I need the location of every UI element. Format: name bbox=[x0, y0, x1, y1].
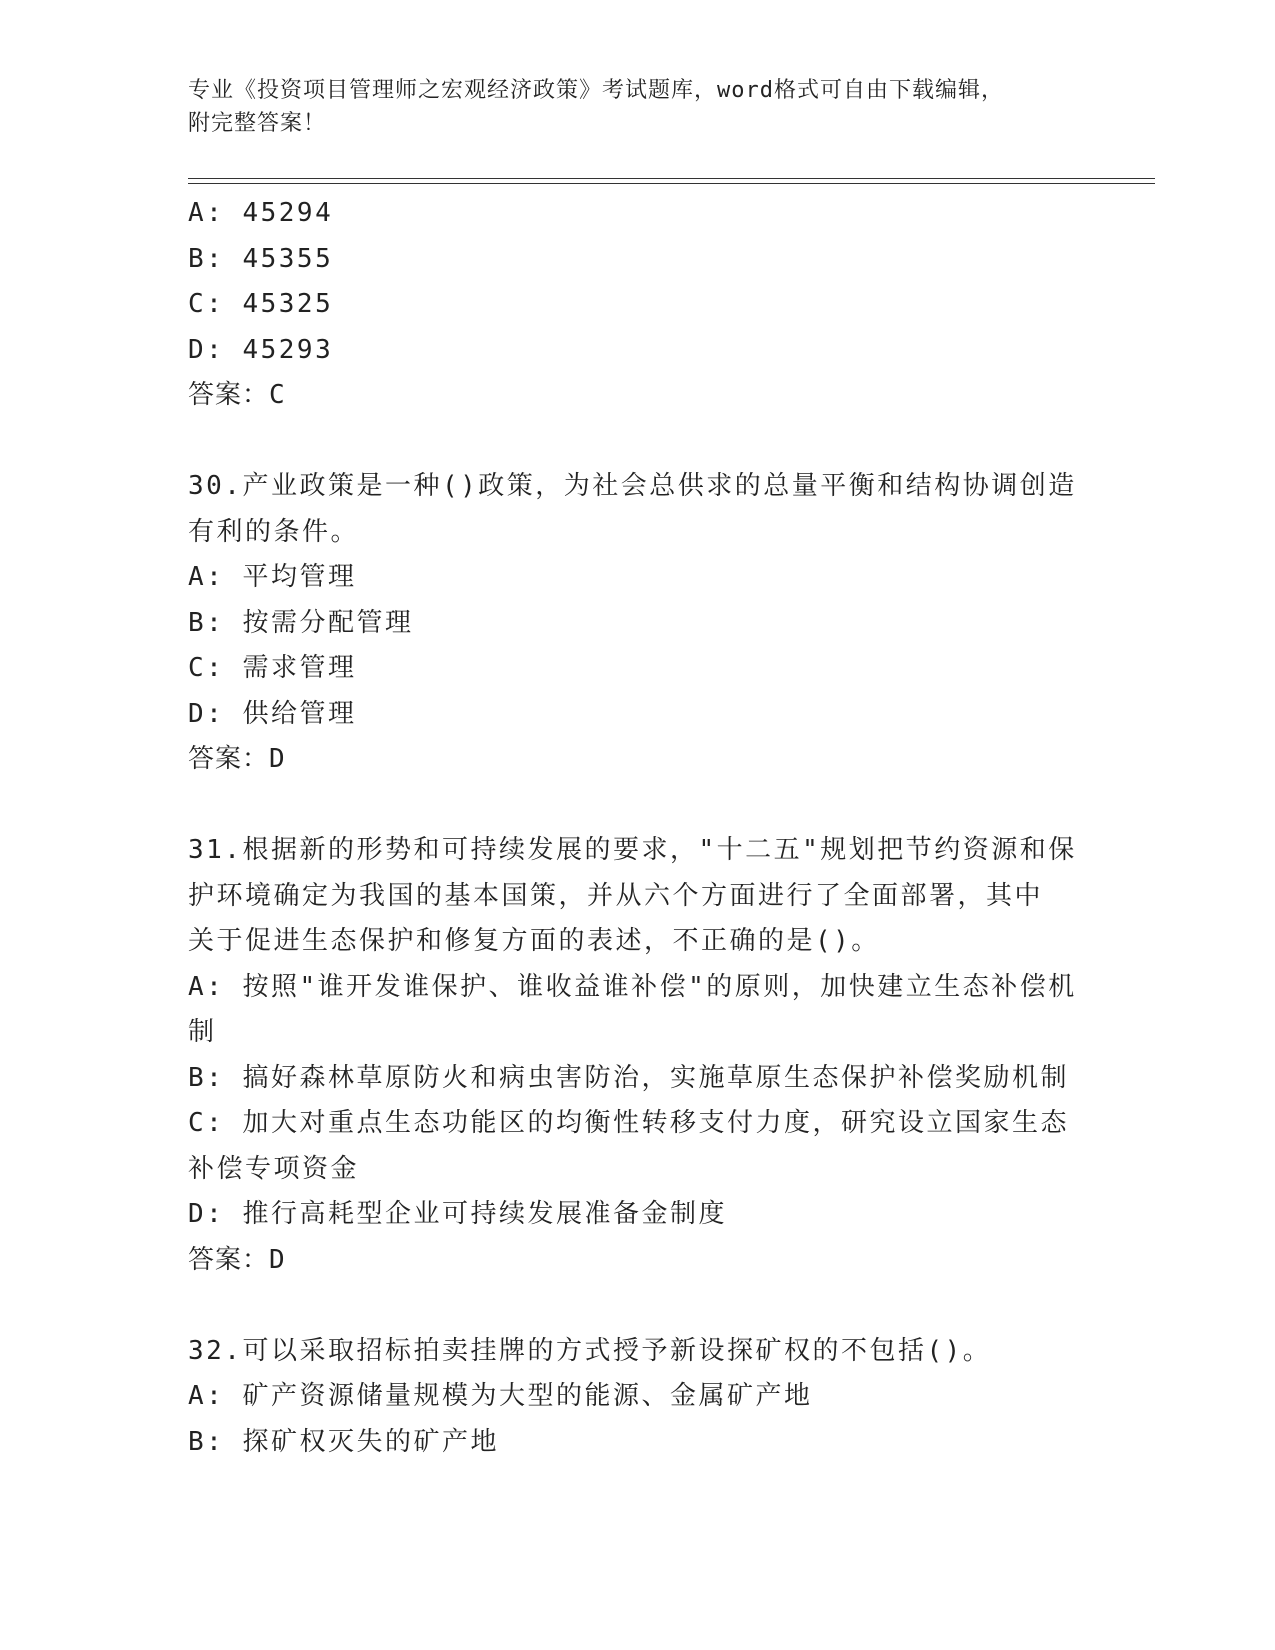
option-a: A: 平均管理 bbox=[188, 562, 357, 592]
option-a: A: 矿产资源储量规模为大型的能源、金属矿产地 bbox=[188, 1381, 813, 1411]
document-header bbox=[188, 74, 1088, 140]
spacer bbox=[188, 1283, 1088, 1329]
option-a: A: 按照"谁开发谁保护、谁收益谁补偿"的原则，加快建立生态补偿机 bbox=[188, 971, 1077, 1002]
spacer bbox=[188, 783, 1088, 829]
header-divider-bottom bbox=[188, 183, 1155, 184]
question-stem-line: 有利的条件。 bbox=[188, 516, 360, 547]
option-d: D: 供给管理 bbox=[188, 698, 357, 729]
question-stem-line: 31.根据新的形势和可持续发展的要求，"十二五"规划把节约资源和保 bbox=[188, 835, 1077, 865]
question-29 bbox=[188, 191, 1088, 419]
question-31 bbox=[188, 828, 1088, 1283]
option-b: B: 45355 bbox=[188, 243, 334, 274]
option-a-continued: 制 bbox=[188, 1017, 217, 1047]
option-b: B: 探矿权灭失的矿产地 bbox=[188, 1426, 499, 1457]
question-30 bbox=[188, 464, 1088, 783]
option-d: D: 45293 bbox=[188, 334, 334, 365]
option-b: B: 按需分配管理 bbox=[188, 607, 414, 638]
spacer bbox=[188, 419, 1088, 465]
answer: 答案：D bbox=[188, 744, 286, 774]
question-stem-line: 32.可以采取招标拍卖挂牌的方式授予新设探矿权的不包括()。 bbox=[188, 1335, 992, 1366]
question-32 bbox=[188, 1329, 1088, 1466]
question-stem-line: 关于促进生态保护和修复方面的表述，不正确的是()。 bbox=[188, 926, 880, 956]
answer: 答案：C bbox=[188, 380, 286, 410]
option-a: A: 45294 bbox=[188, 198, 334, 228]
option-c-continued: 补偿专项资金 bbox=[188, 1153, 360, 1184]
option-c: C: 加大对重点生态功能区的均衡性转移支付力度，研究设立国家生态 bbox=[188, 1108, 1069, 1138]
answer: 答案：D bbox=[188, 1244, 286, 1275]
option-d: D: 推行高耗型企业可持续发展准备金制度 bbox=[188, 1199, 727, 1229]
question-stem-line: 30.产业政策是一种()政策，为社会总供求的总量平衡和结构协调创造 bbox=[188, 471, 1077, 501]
question-stem-line: 护环境确定为我国的基本国策，并从六个方面进行了全面部署，其中 bbox=[188, 880, 1044, 911]
option-b: B: 搞好森林草原防火和病虫害防治，实施草原生态保护补偿奖励机制 bbox=[188, 1062, 1069, 1093]
header-divider-top bbox=[188, 178, 1155, 179]
header-line-1: 专业《投资项目管理师之宏观经济政策》考试题库，word格式可自由下载编辑， bbox=[188, 78, 1004, 103]
option-c: C: 45325 bbox=[188, 289, 334, 319]
question-list bbox=[188, 191, 1088, 1465]
header-line-2: 附完整答案！ bbox=[188, 111, 327, 136]
option-c: C: 需求管理 bbox=[188, 653, 357, 683]
